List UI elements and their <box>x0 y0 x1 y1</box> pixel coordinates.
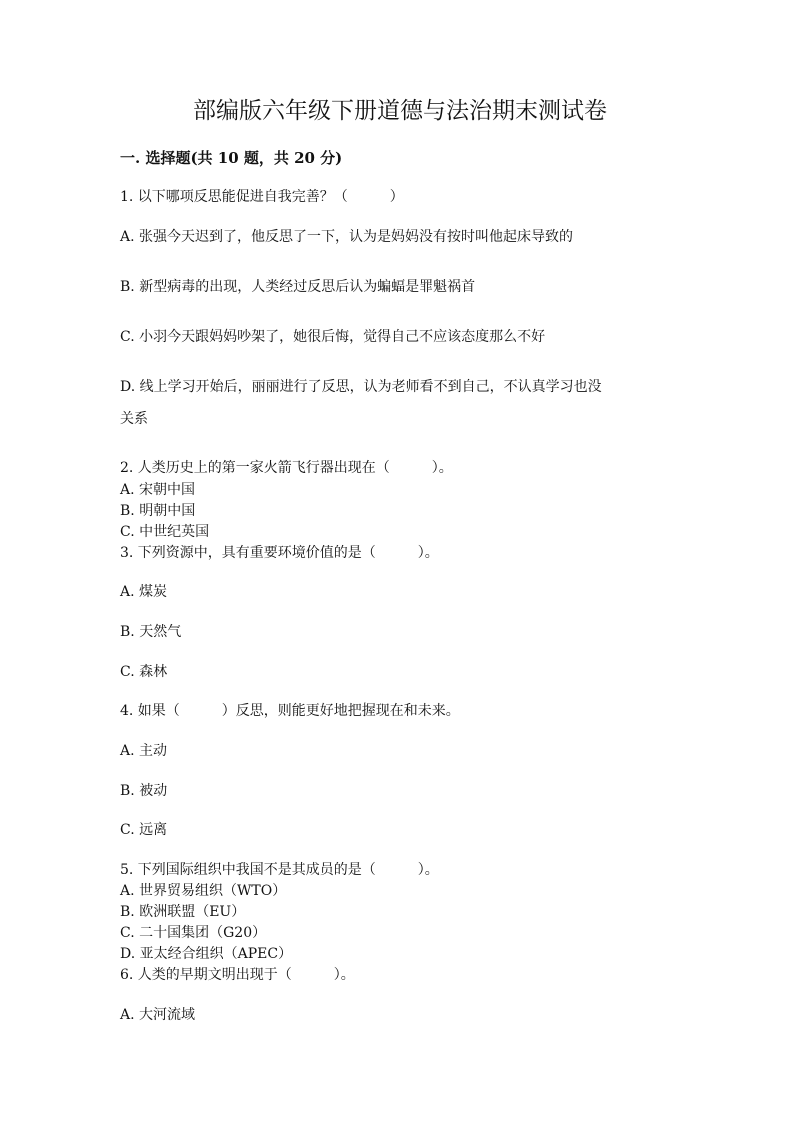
question-6-option-a: A. 大河流域 <box>120 1007 196 1023</box>
question-4-stem: 4. 如果（ ）反思，则能更好地把握现在和未来。 <box>120 703 460 719</box>
question-6-stem: 6. 人类的早期文明出现于（ ）。 <box>120 967 355 983</box>
question-3-option-a: A. 煤炭 <box>120 584 168 600</box>
question-1-option-b: B. 新型病毒的出现，人类经过反思后认为蝙蝠是罪魁祸首 <box>120 279 476 295</box>
question-5-option-d: D. 亚太经合组织（APEC） <box>120 946 293 962</box>
question-3-stem: 3. 下列资源中，具有重要环境价值的是（ ）。 <box>120 545 439 561</box>
section-heading: 一. 选择题(共 10 题，共 20 分) <box>120 149 343 167</box>
question-3-option-c: C. 森林 <box>120 664 168 680</box>
question-4-option-a: A. 主动 <box>120 743 168 759</box>
question-2-stem: 2. 人类历史上的第一家火箭飞行器出现在（ ）。 <box>120 460 453 476</box>
question-2-option-c: C. 中世纪英国 <box>120 524 210 540</box>
question-1-stem: 1. 以下哪项反思能促进自我完善？（ ） <box>120 189 404 205</box>
question-1-option-a: A. 张强今天迟到了，他反思了一下，认为是妈妈没有按时叫他起床导致的 <box>120 229 574 245</box>
question-1-option-d-continued: 关系 <box>120 411 148 427</box>
question-1-option-c: C. 小羽今天跟妈妈吵架了，她很后悔，觉得自己不应该态度那么不好 <box>120 329 546 345</box>
question-1-option-d: D. 线上学习开始后，丽丽进行了反思，认为老师看不到自己，不认真学习也没 <box>120 379 602 395</box>
question-4-option-b: B. 被动 <box>120 783 168 799</box>
question-4-option-c: C. 远离 <box>120 822 168 838</box>
question-5-option-c: C. 二十国集团（G20） <box>120 925 267 941</box>
question-2-option-b: B. 明朝中国 <box>120 503 196 519</box>
question-3-option-b: B. 天然气 <box>120 624 182 640</box>
page-title: 部编版六年级下册道德与法治期末测试卷 <box>193 98 607 124</box>
question-5-stem: 5. 下列国际组织中我国不是其成员的是（ ）。 <box>120 862 439 878</box>
question-5-option-b: B. 欧洲联盟（EU） <box>120 904 246 920</box>
question-2-option-a: A. 宋朝中国 <box>120 482 196 498</box>
question-5-option-a: A. 世界贸易组织（WTO） <box>120 883 287 899</box>
